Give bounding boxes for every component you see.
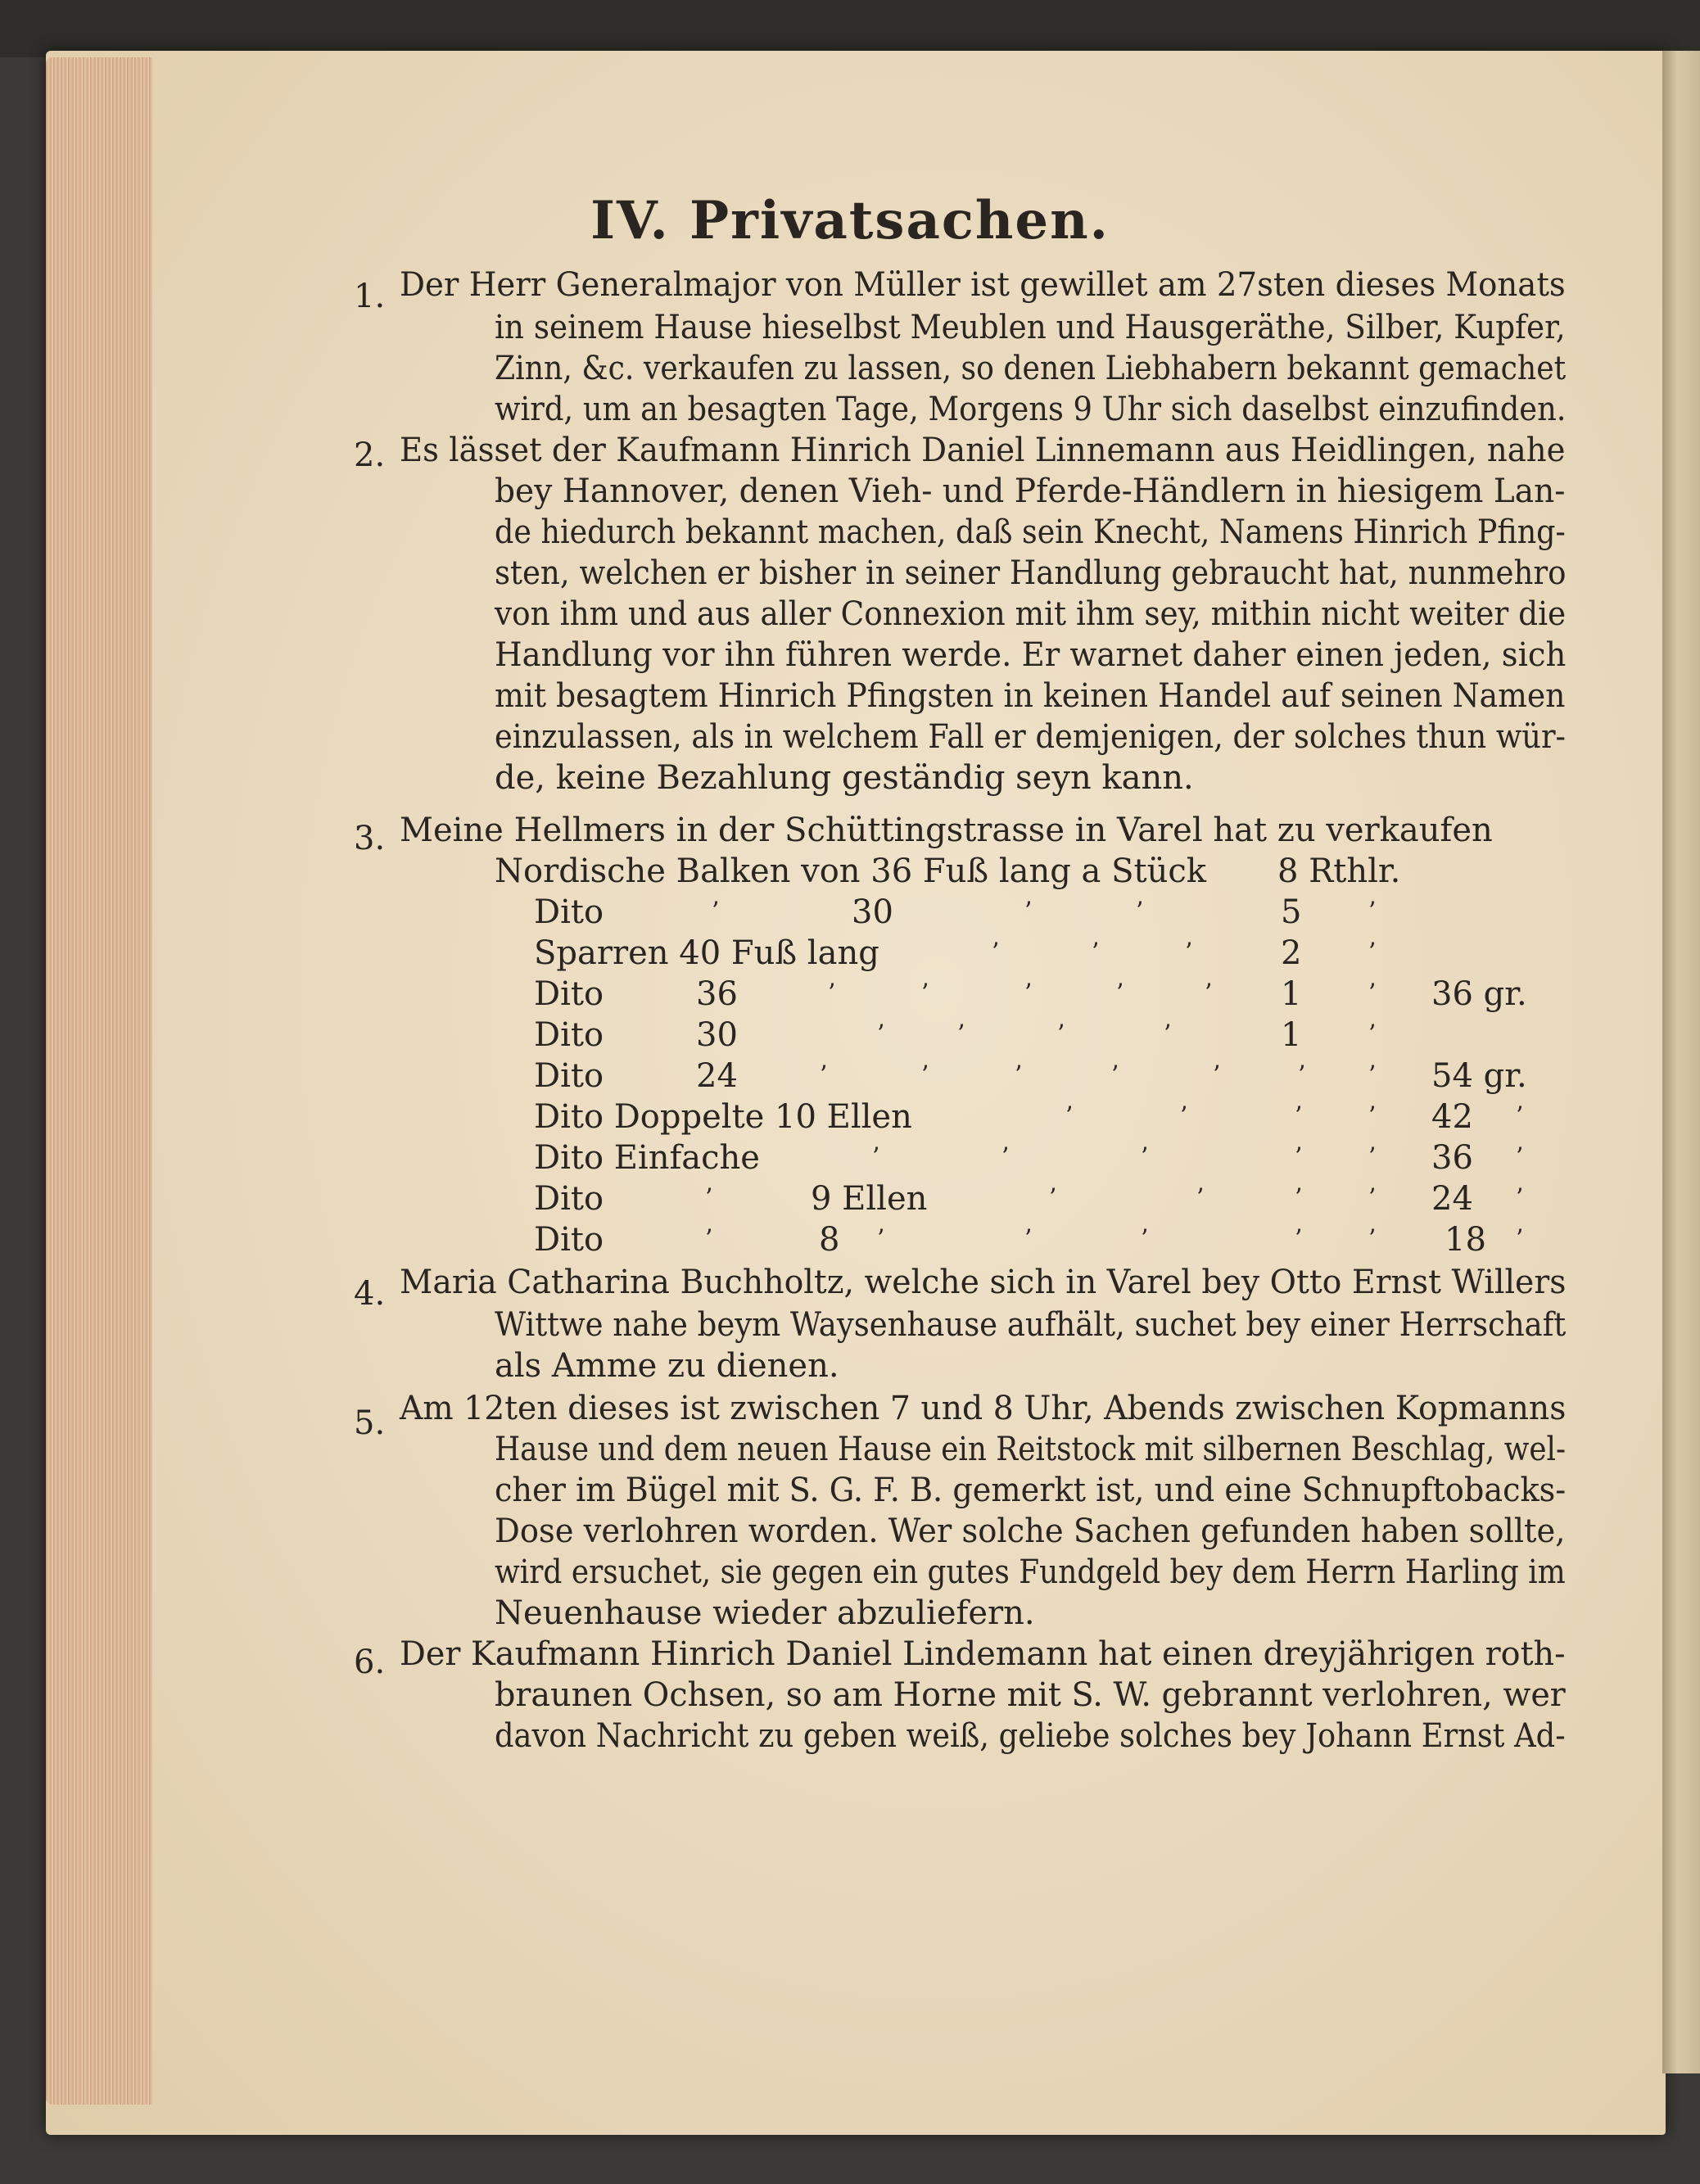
- ditto-mark: ʼ: [704, 1184, 712, 1213]
- table-cell-qty: 8 Rthlr.: [1277, 852, 1401, 890]
- item-line: cher im Bügel mit S. G. F. B. gemerkt ist, und eine Schnupftobacks-: [495, 1472, 1567, 1509]
- item-line: de hiedurch bekannt machen, daß sein Knecht, Namens Hinrich Pfing-: [495, 513, 1566, 551]
- item-line: Handlung vor ihn führen werde. Er warnet daher einen jeden, sich: [495, 636, 1567, 674]
- ditto-mark: ʼ: [1140, 1143, 1148, 1172]
- ditto-mark: ʼ: [920, 1061, 929, 1090]
- item-line: Hause und dem neuen Hause ein Reitstock mit silbernen Beschlag, wel-: [495, 1431, 1567, 1468]
- ditto-mark: ʼ: [1368, 1143, 1376, 1172]
- item-line: Meine Hellmers in der Schüttingstrasse in Varel hat zu verkaufen: [400, 812, 1493, 849]
- ditto-mark: ʼ: [1515, 1225, 1523, 1254]
- item-line: bey Hannover, denen Vieh- und Pferde-Händlern in hiesigem Lan-: [495, 473, 1566, 510]
- ditto-mark: ʼ: [1140, 1225, 1148, 1254]
- table-cell-gr: 54 gr.: [1431, 1057, 1527, 1095]
- table-cell-mid: 30: [696, 1016, 738, 1054]
- item-number: 1.: [354, 278, 386, 315]
- item-line: Es lässet der Kaufmann Hinrich Daniel Linnemann aus Heidlingen, nahe: [400, 432, 1566, 469]
- table-cell-mid: 24: [696, 1057, 738, 1095]
- item-number: 2.: [354, 436, 386, 474]
- ditto-mark: ʼ: [1014, 1061, 1022, 1090]
- table-cell-mid: 8: [819, 1221, 840, 1259]
- ditto-mark: ʼ: [1024, 1225, 1032, 1254]
- page-title: IV. Privatsachen.: [590, 190, 1110, 251]
- ditto-mark: ʼ: [1368, 898, 1376, 926]
- table-cell-gr: 18: [1445, 1221, 1486, 1259]
- ditto-mark: ʼ: [1297, 1061, 1305, 1090]
- table-cell-name: Nordische Balken von 36 Fuß lang a Stück: [495, 852, 1206, 890]
- ditto-mark: ʼ: [704, 1225, 712, 1254]
- ditto-mark: ʼ: [1135, 898, 1143, 926]
- table-cell-name: Dito Doppelte 10 Ellen: [534, 1098, 912, 1136]
- ditto-mark: ʼ: [1368, 1061, 1376, 1090]
- table-cell-name: Dito: [534, 975, 604, 1013]
- ditto-mark: ʼ: [1294, 1184, 1302, 1213]
- item-line: wird, um an besagten Tage, Morgens 9 Uhr sich daselbst einzufinden.: [495, 391, 1567, 428]
- table-cell-name: Sparren 40 Fuß lang: [534, 934, 879, 972]
- table-cell-name: Dito: [534, 1016, 604, 1054]
- table-cell-name: Dito: [534, 1221, 604, 1259]
- table-cell-name: Dito: [534, 1057, 604, 1095]
- table-cell-gr: 36 gr.: [1431, 975, 1527, 1013]
- item-number: 3.: [354, 820, 386, 857]
- item-line: sten, welchen er bisher in seiner Handlung gebraucht hat, nunmehro: [495, 554, 1567, 592]
- table-cell-mid: 30: [852, 893, 893, 931]
- item-line: Maria Catharina Buchholtz, welche sich in Varel bey Otto Ernst Willers: [400, 1264, 1567, 1301]
- ditto-mark: ʼ: [1163, 1020, 1171, 1049]
- ditto-mark: ʼ: [991, 938, 999, 967]
- ditto-mark: ʼ: [1048, 1184, 1056, 1213]
- ditto-mark: ʼ: [827, 979, 835, 1008]
- item-line: mit besagtem Hinrich Pfingsten in keinen Handel auf seinen Namen: [495, 677, 1566, 715]
- item-line: davon Nachricht zu geben weiß, geliebe solches bey Johann Ernst Ad-: [495, 1717, 1566, 1755]
- ditto-mark: ʼ: [1368, 979, 1376, 1008]
- item-line: braunen Ochsen, so am Horne mit S. W. gebrannt verlohren, wer: [495, 1676, 1566, 1714]
- ditto-mark: ʼ: [1368, 1225, 1376, 1254]
- table-cell-qty: 1: [1281, 1016, 1302, 1054]
- item-line: de, keine Bezahlung geständig seyn kann.: [495, 759, 1194, 797]
- item-line: Zinn, &c. verkaufen zu lassen, so denen Liebhabern bekannt gemachet: [495, 350, 1567, 387]
- item-line: als Amme zu dienen.: [495, 1347, 839, 1385]
- item-line: Wittwe nahe beym Waysenhause aufhält, suchet bey einer Herrschaft: [495, 1306, 1567, 1344]
- ditto-mark: ʼ: [1515, 1184, 1523, 1213]
- item-number: 4.: [354, 1275, 386, 1313]
- table-cell-name: Dito: [534, 893, 604, 931]
- ditto-mark: ʼ: [1294, 1225, 1302, 1254]
- item-line: Neuenhause wieder abzuliefern.: [495, 1594, 1035, 1632]
- ditto-mark: ʼ: [1179, 1102, 1187, 1131]
- item-number: 6.: [354, 1644, 386, 1681]
- ditto-mark: ʼ: [819, 1061, 827, 1090]
- ditto-mark: ʼ: [956, 1020, 965, 1049]
- table-cell-mid: 9 Ellen: [811, 1180, 928, 1218]
- ditto-mark: ʼ: [711, 898, 719, 926]
- table-cell-qty: 2: [1281, 934, 1302, 972]
- ditto-mark: ʼ: [1294, 1143, 1302, 1172]
- table-cell-gr: 24: [1431, 1180, 1473, 1218]
- item-line: Der Herr Generalmajor von Müller ist gewillet am 27sten dieses Monats: [400, 266, 1566, 304]
- table-cell-name: Dito: [534, 1180, 604, 1218]
- ditto-mark: ʼ: [1115, 979, 1124, 1008]
- item-line: wird ersuchet, sie gegen ein gutes Fundgeld bey dem Herrn Harling im: [495, 1553, 1566, 1591]
- ditto-mark: ʼ: [1091, 938, 1099, 967]
- ditto-mark: ʼ: [876, 1020, 884, 1049]
- item-line: in seinem Hause hieselbst Meublen und Hausgeräthe, Silber, Kupfer,: [495, 309, 1566, 346]
- ditto-mark: ʼ: [876, 1225, 884, 1254]
- ditto-mark: ʼ: [1212, 1061, 1220, 1090]
- table-cell-gr: 42: [1431, 1098, 1473, 1136]
- item-line: Dose verlohren worden. Wer solche Sachen gefunden haben sollte,: [495, 1513, 1566, 1550]
- ditto-mark: ʼ: [1196, 1184, 1204, 1213]
- ditto-mark: ʼ: [1515, 1102, 1523, 1131]
- ditto-mark: ʼ: [1204, 979, 1212, 1008]
- table-cell-name: Dito Einfache: [534, 1139, 760, 1177]
- ditto-mark: ʼ: [1294, 1102, 1302, 1131]
- item-number: 5.: [354, 1404, 386, 1442]
- ditto-mark: ʼ: [1001, 1143, 1009, 1172]
- ditto-mark: ʼ: [1024, 898, 1032, 926]
- item-line: von ihm und aus aller Connexion mit ihm sey, mithin nicht weiter die: [495, 595, 1567, 633]
- ditto-mark: ʼ: [871, 1143, 879, 1172]
- item-line: Am 12ten dieses ist zwischen 7 und 8 Uhr, Abends zwischen Kopmanns: [400, 1390, 1567, 1427]
- table-cell-qty: 1: [1281, 975, 1302, 1013]
- ditto-mark: ʼ: [1368, 938, 1376, 967]
- ditto-mark: ʼ: [1056, 1020, 1065, 1049]
- table-cell-qty: 5: [1281, 893, 1302, 931]
- ditto-mark: ʼ: [1184, 938, 1192, 967]
- item-line: einzulassen, als in welchem Fall er demjenigen, der solches thun wür-: [495, 718, 1566, 756]
- item-line: Der Kaufmann Hinrich Daniel Lindemann hat einen dreyjährigen roth-: [400, 1635, 1566, 1673]
- ditto-mark: ʼ: [1065, 1102, 1073, 1131]
- ditto-mark: ʼ: [1368, 1102, 1376, 1131]
- table-cell-mid: 36: [696, 975, 738, 1013]
- ditto-mark: ʼ: [1110, 1061, 1119, 1090]
- ditto-mark: ʼ: [1515, 1143, 1523, 1172]
- ditto-mark: ʼ: [1368, 1020, 1376, 1049]
- ditto-mark: ʼ: [1368, 1184, 1376, 1213]
- ditto-mark: ʼ: [1024, 979, 1032, 1008]
- table-cell-gr: 36: [1431, 1139, 1473, 1177]
- ditto-mark: ʼ: [920, 979, 929, 1008]
